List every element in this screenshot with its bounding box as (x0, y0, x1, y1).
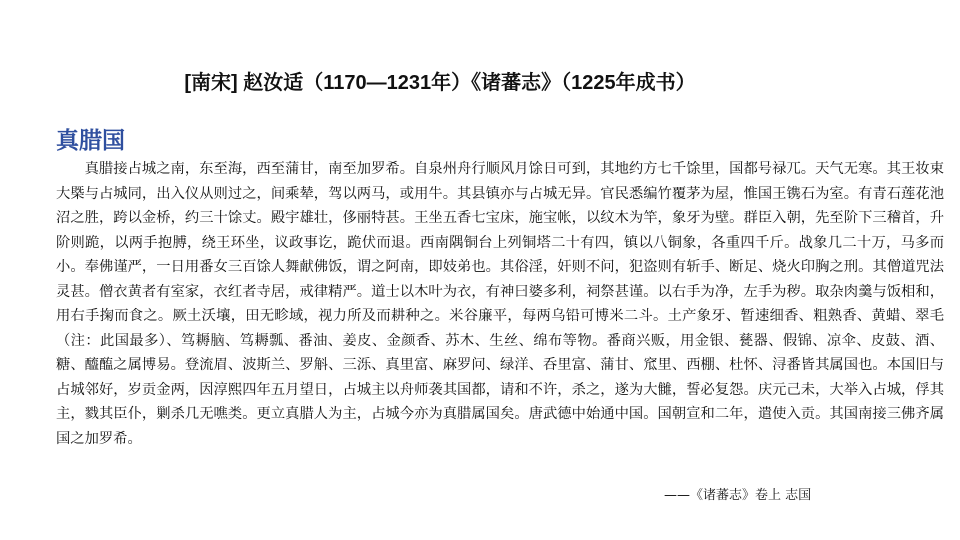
section-heading: 真腊国 (56, 128, 125, 154)
page-title: [南宋] 赵汝适（1170—1231年）《诸蕃志》（1225年成书） (184, 72, 696, 94)
body-paragraph: 真腊接占城之南，东至海，西至蒲甘，南至加罗希。自泉州舟行顺风月馀日可到，其地约方七千馀里，国都号禄兀。天气无寒。其王妆束大槩与占城同，出入仪从则过之，间乘辇，驾以两马，或用牛。其县镇亦与占城无异。官民悉编竹覆茅为屋，惟国王镌石为室。有青石莲花池沼之胜，跨以金桥，约三十馀丈。殿宇雄壮，侈丽特甚。王坐五香七宝床，施宝帐，以纹木为竿，象牙为壁。群臣入朝，先至阶下三稽首，升阶则跪，以两手抱膊，绕王环坐，议政事讫，跪伏而退。西南隅铜台上列铜塔二十有四，镇以八铜象，各重四千斤。战象几二十万，马多而小。奉佛谨严，一日用番女三百馀人舞献佛饭，谓之阿南，即妓弟也。其俗淫，奸则不问，犯盗则有斩手、断足、烧火印胸之刑。其僧道咒法灵甚。僧衣黄者有室家，衣红者寺居，戒律精严。道士以木叶为衣，有神曰婆多利，祠祭甚谨。以右手为净，左手为秽。取杂肉羹与饭相和，用右手掬而食之。厥土沃壤，田无畛域，视力所及而耕种之。米谷廉平，每两乌铅可博米二斗。土产象牙、暂速细香、粗熟香、黄蜡、翠毛（注：此国最多）、笃耨脑、笃耨瓢、番油、姜皮、金颜香、苏木、生丝、绵布等物。番商兴贩，用金银、甆器、假锦、凉伞、皮鼓、酒、糖、醯醢之属博易。登流眉、波斯兰、罗斛、三泺、真里富、麻罗问、绿洋、呑里富、蒲甘、窊里、西棚、杜怀、浔番皆其属国也。本国旧与占城邻好，岁贡金两，因淳熙四年五月望日，占城主以舟师袭其国都，请和不许，杀之，遂为大雠，誓必复怨。庆元己未，大举入占城，俘其主，戮其臣仆，剿杀几无噍类。更立真腊人为主，占城今亦为真腊属国矣。唐武德中始通中国。国朝宣和二年，遣使入贡。其国南接三佛齐属国之加罗希。 (56, 161, 944, 447)
citation: ——《诸蕃志》卷上 志国 (664, 488, 812, 503)
